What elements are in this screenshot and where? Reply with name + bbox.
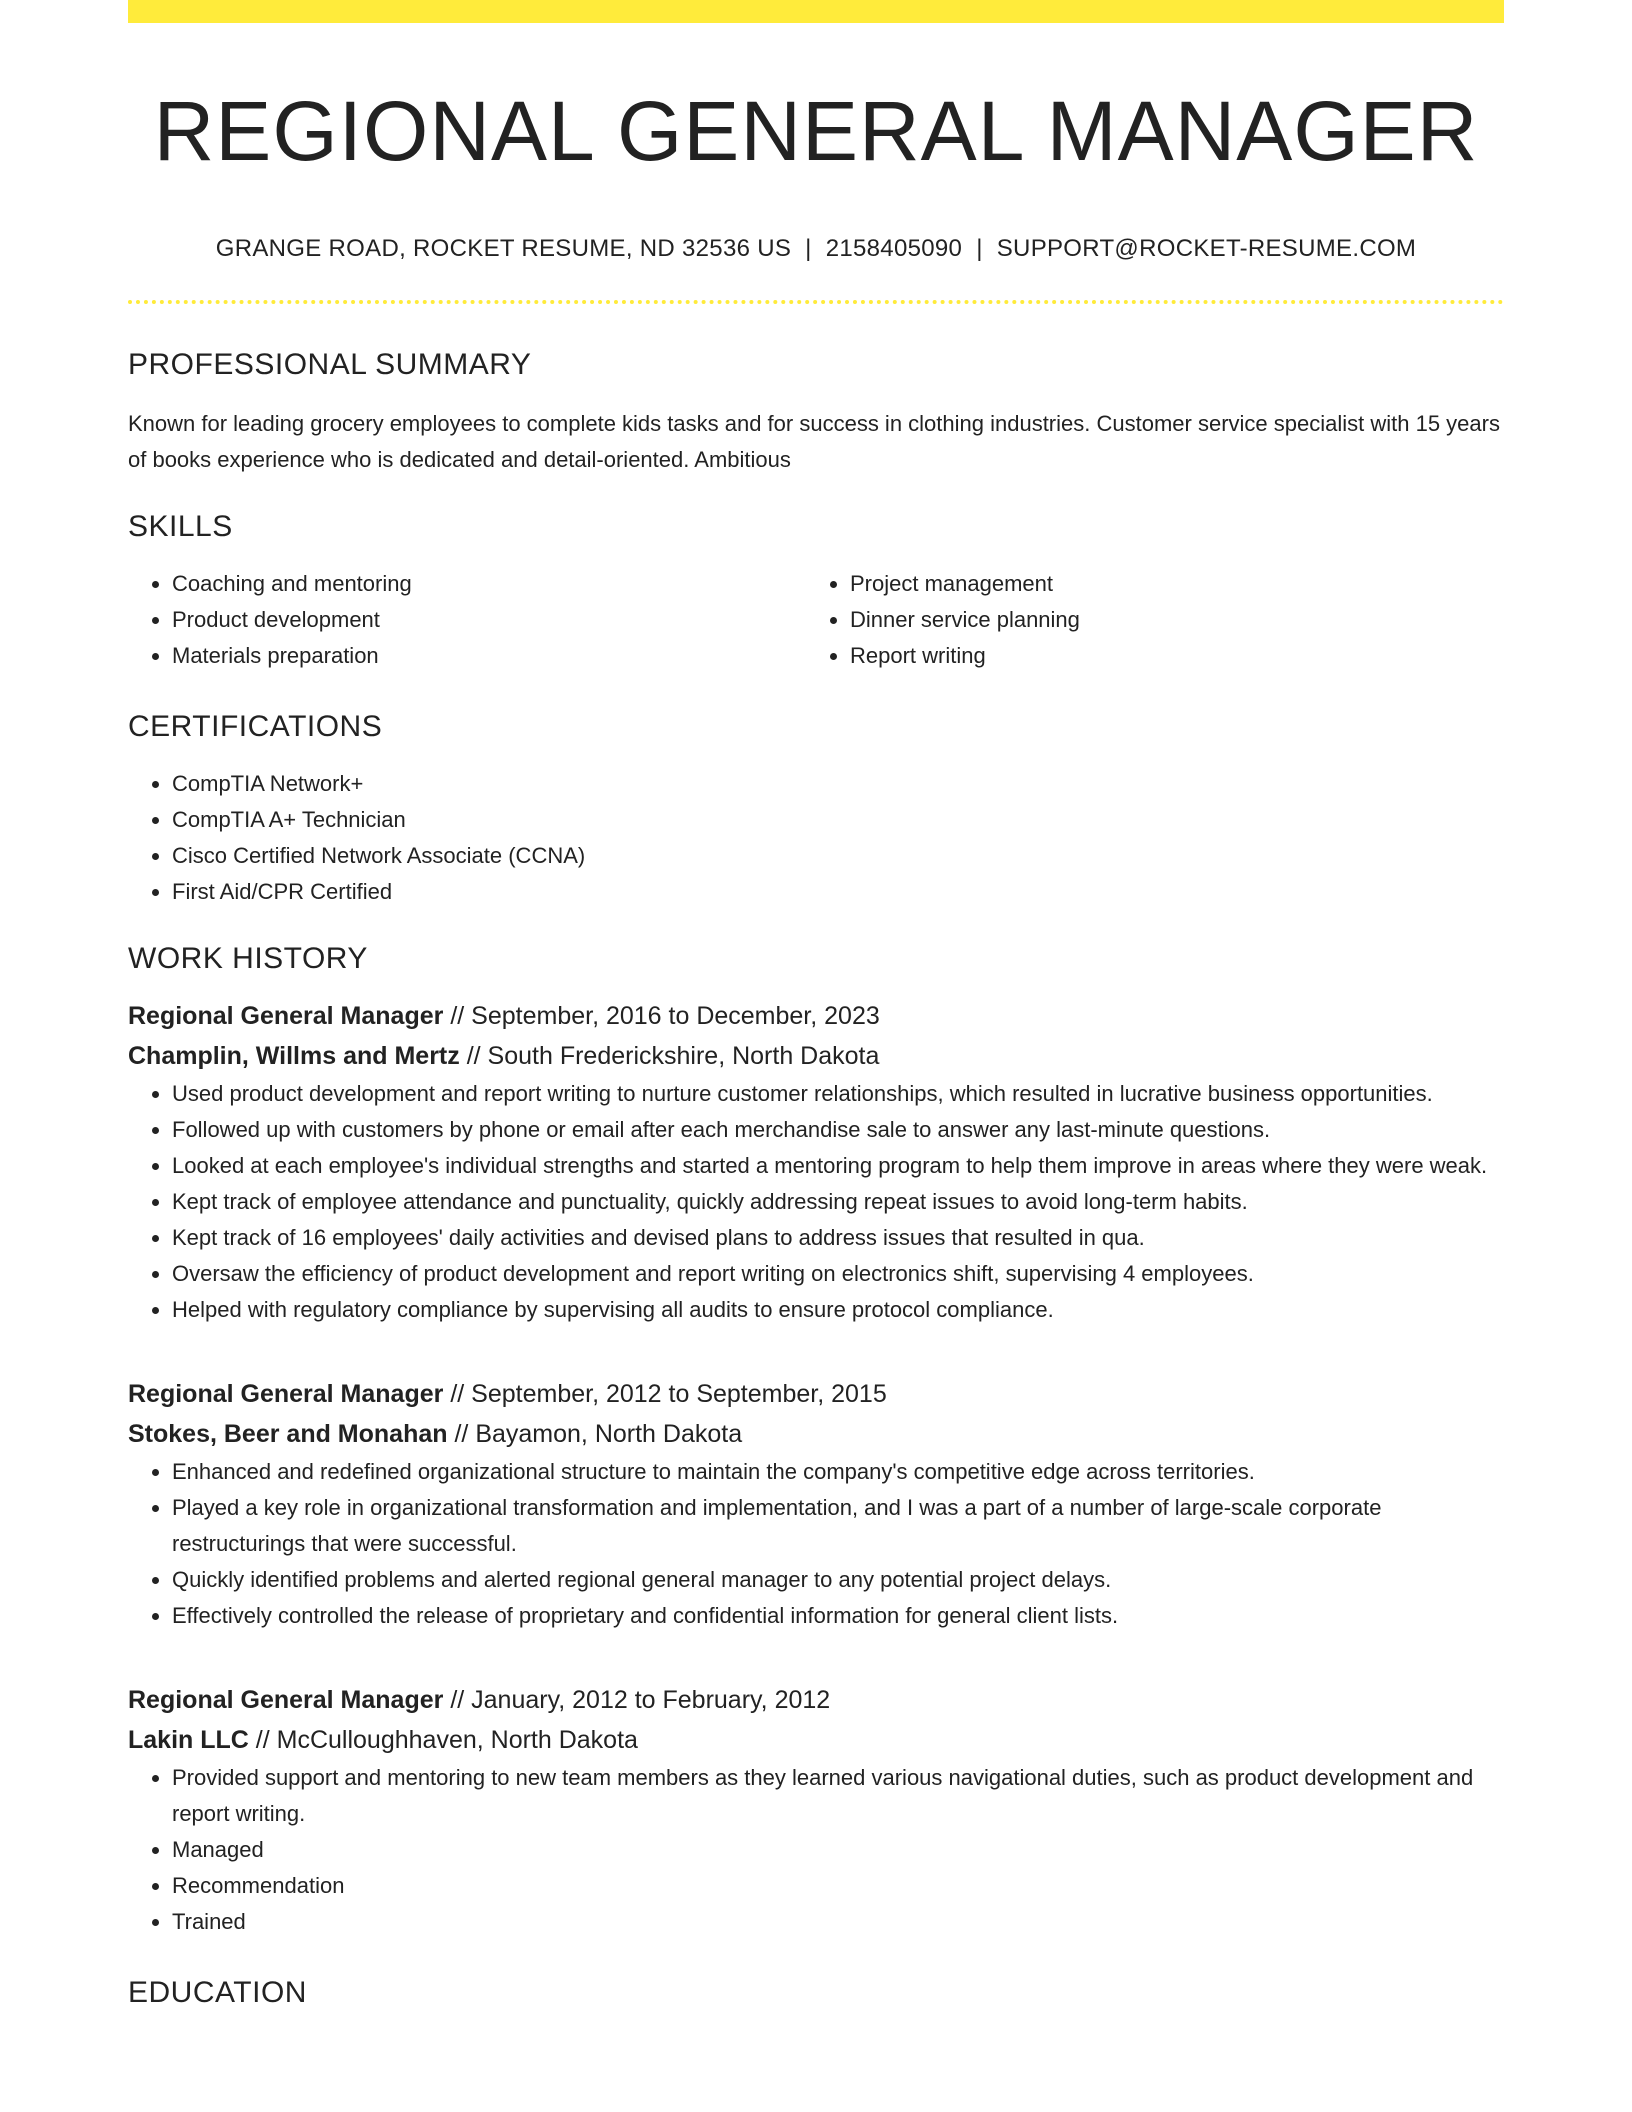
skills-column-right <box>806 566 1484 674</box>
resume-title: REGIONAL GENERAL MANAGER <box>153 84 1479 178</box>
job-title-line <box>128 996 1504 1036</box>
job-dates: // January, 2012 to February, 2012 <box>443 1686 831 1715</box>
job-company: Champlin, Willms and Mertz <box>128 1042 460 1071</box>
job-title-line <box>128 1680 1504 1720</box>
job-bullet: • Followed up with customers by phone or email after each merchandise sale to answer any last-minute questions. <box>172 1112 1504 1148</box>
certification-item: • CompTIA Network+ <box>172 766 1504 802</box>
certifications-heading: CERTIFICATIONS <box>128 710 383 744</box>
job-location: // McCulloughhaven, North Dakota <box>248 1726 638 1755</box>
skill-item: • Project management <box>850 566 1484 602</box>
job-bullets <box>128 1760 1504 1940</box>
job-bullets <box>128 1076 1504 1328</box>
work-history-heading: WORK HISTORY <box>128 942 368 976</box>
job-company: Lakin LLC <box>128 1726 249 1755</box>
job-title-line <box>128 1374 1504 1414</box>
certifications-list <box>128 766 1504 910</box>
job-dates: // September, 2016 to December, 2023 <box>443 1002 880 1031</box>
job-title: Regional General Manager <box>128 1002 444 1031</box>
skill-item: • Product development <box>172 602 806 638</box>
job-bullet: • Kept track of employee attendance and punctuality, quickly addressing repeat issues to avoid long-term habits. <box>172 1184 1504 1220</box>
job-bullet: • Played a key role in organizational transformation and implementation, and I was a part of a number of large-scale corporate restructurings that were successful. <box>172 1490 1504 1562</box>
certification-item: • First Aid/CPR Certified <box>172 874 1504 910</box>
contact-line <box>128 235 1504 263</box>
skill-item: • Report writing <box>850 638 1484 674</box>
job-bullets <box>128 1454 1504 1634</box>
job-entry <box>128 1680 1504 1940</box>
job-dates: // September, 2012 to September, 2015 <box>443 1380 887 1409</box>
job-bullet: • Managed <box>172 1832 1504 1868</box>
certification-item: • Cisco Certified Network Associate (CCNA) <box>172 838 1504 874</box>
job-location: // Bayamon, North Dakota <box>447 1420 743 1449</box>
job-location: // South Frederickshire, North Dakota <box>459 1042 880 1071</box>
contact-phone: 2158405090 <box>825 235 963 263</box>
job-bullet: • Trained <box>172 1904 1504 1940</box>
summary-heading: PROFESSIONAL SUMMARY <box>128 348 532 382</box>
job-company-line <box>128 1036 1504 1076</box>
job-bullet: • Oversaw the efficiency of product development and report writing on electronics shift, supervising 4 employees. <box>172 1256 1504 1292</box>
skill-item: • Materials preparation <box>172 638 806 674</box>
job-company: Stokes, Beer and Monahan <box>128 1420 448 1449</box>
contact-separator: | <box>976 235 983 263</box>
top-accent-bar <box>128 0 1504 23</box>
skill-item: • Dinner service planning <box>850 602 1484 638</box>
job-company-line <box>128 1720 1504 1760</box>
job-bullet: • Helped with regulatory compliance by supervising all audits to ensure protocol compliance. <box>172 1292 1504 1328</box>
contact-email: SUPPORT@ROCKET-RESUME.COM <box>996 235 1417 263</box>
resume-page <box>128 0 1504 2010</box>
job-bullet: • Quickly identified problems and alerted regional general manager to any potential project delays. <box>172 1562 1504 1598</box>
job-company-line <box>128 1414 1504 1454</box>
job-bullet: • Effectively controlled the release of proprietary and confidential information for general client lists. <box>172 1598 1504 1634</box>
job-bullet: • Looked at each employee's individual strengths and started a mentoring program to help them improve in areas where they were weak. <box>172 1148 1504 1184</box>
job-bullet: • Enhanced and redefined organizational structure to maintain the company's competitive edge across territories. <box>172 1454 1504 1490</box>
summary-text: Known for leading grocery employees to complete kids tasks and for success in clothing industries. Customer service specialist with 15 years of books experience who is dedicated and detail-oriented. Ambitious <box>128 411 1500 473</box>
dotted-divider <box>128 300 1504 304</box>
certification-item: • CompTIA A+ Technician <box>172 802 1504 838</box>
job-entry <box>128 996 1504 1328</box>
contact-separator: | <box>805 235 812 263</box>
job-bullet: • Provided support and mentoring to new team members as they learned various navigational duties, such as product development and report writing. <box>172 1760 1504 1832</box>
skills-heading: SKILLS <box>128 510 233 544</box>
job-entry <box>128 1374 1504 1634</box>
education-heading: EDUCATION <box>128 1976 307 2010</box>
skills-column-left <box>128 566 806 674</box>
contact-address: GRANGE ROAD, ROCKET RESUME, ND 32536 US <box>215 235 792 263</box>
job-title: Regional General Manager <box>128 1380 444 1409</box>
job-bullet: • Kept track of 16 employees' daily activities and devised plans to address issues that resulted in qua. <box>172 1220 1504 1256</box>
job-bullet: • Recommendation <box>172 1868 1504 1904</box>
job-title: Regional General Manager <box>128 1686 444 1715</box>
skills-list <box>128 566 1504 674</box>
skill-item: • Coaching and mentoring <box>172 566 806 602</box>
job-bullet: • Used product development and report writing to nurture customer relationships, which resulted in lucrative business opportunities. <box>172 1076 1504 1112</box>
